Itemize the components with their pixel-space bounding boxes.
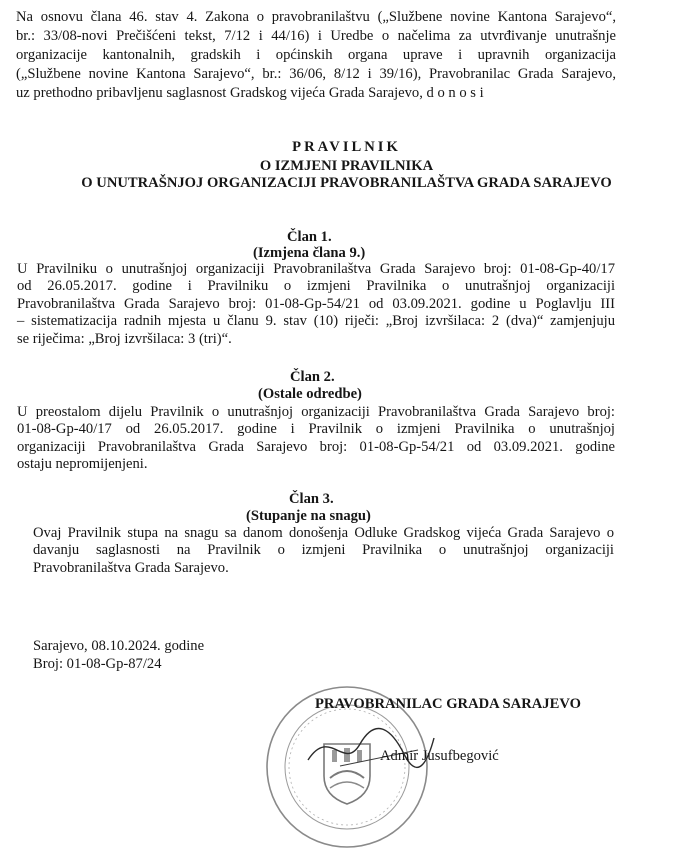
intro-line: br.: 33/08-novi Prečišćeni tekst, 7/12 i 44/16) i Uredbe o načelima za utvrđivanje unutrašnje bbox=[16, 28, 616, 44]
place-date: Sarajevo, 08.10.2024. godine bbox=[33, 638, 205, 654]
article-3-subheading: (Stupanje na snagu) bbox=[246, 508, 371, 524]
article-3-body bbox=[33, 525, 614, 577]
article-3-line: Ovaj Pravilnik stupa na snagu sa danom donošenja Odluke Gradskog vijeća Grada Sarajevo o bbox=[33, 525, 614, 541]
article-2-line: organizaciji Pravobranilaštva Grada Sarajevo broj: 01-08-Gp-54/21 od 03.09.2021. godine bbox=[17, 438, 615, 455]
intro-line: uz prethodno pribavljenu saglasnost Gradskog vijeća Grada Sarajevo, d o n o s i bbox=[16, 85, 484, 101]
article-2-line: 01-08-Gp-40/17 od 26.05.2017. godine i Pravilnik o izmjeni Pravilnika o unutrašnjoj bbox=[17, 421, 615, 438]
document-subtitle: O IZMJENI PRAVILNIKA bbox=[259, 158, 434, 174]
intro-line: Na osnovu člana 46. stav 4. Zakona o pravobranilaštvu („Službene novine Kantona Sarajevo“, bbox=[16, 9, 616, 25]
article-3-line: Pravobranilaštva Grada Sarajevo. bbox=[33, 559, 229, 576]
document-title: PRAVILNIK bbox=[292, 139, 401, 155]
signer-name: Admir Jusufbegović bbox=[380, 748, 499, 764]
article-1-subheading: (Izmjena člana 9.) bbox=[253, 245, 366, 261]
article-1-line: se riječima: „Broj izvršilaca: 3 (tri)“. bbox=[17, 330, 232, 347]
intro-paragraph bbox=[16, 8, 616, 103]
document-number: Broj: 01-08-Gp-87/24 bbox=[33, 656, 162, 672]
article-1-body bbox=[17, 261, 615, 348]
signer-title: PRAVOBRANILAC GRADA SARAJEVO bbox=[315, 696, 581, 712]
article-1-line: – sistematizacija radnih mjesta u članu 9. stav (10) riječi: „Broj izvršilaca: 2 (dva)“ zamjenjuju bbox=[17, 313, 615, 330]
article-1-line: Pravobranilaštva Grada Sarajevo broj: 01-08-Gp-54/21 od 03.09.2021. godine u Poglavlju III bbox=[17, 295, 615, 312]
article-2-line: ostaju nepromijenjeni. bbox=[17, 456, 148, 473]
article-1-line: od 26.05.2017. godine i Pravilniku o izmjeni Pravilnika o unutrašnjoj organizaciji bbox=[17, 278, 615, 295]
article-2-line: U preostalom dijelu Pravilnik o unutrašnjoj organizaciji Pravobranilaštva Grada Sarajevo broj: bbox=[17, 404, 615, 420]
article-3-heading: Član 3. bbox=[289, 491, 334, 507]
intro-line: organizacije kantonalnih, gradskih i općinskih organa uprave i upravnih organizacija bbox=[16, 47, 616, 63]
article-2-subheading: (Ostale odredbe) bbox=[258, 386, 362, 402]
article-2-heading: Član 2. bbox=[290, 369, 335, 385]
article-3-line: davanju saglasnosti na Pravilnik o izmjeni Pravilnika o unutrašnjoj organizaciji bbox=[33, 542, 614, 559]
article-2-body bbox=[17, 404, 615, 474]
article-1-line: U Pravilniku o unutrašnjoj organizaciji Pravobranilaštva Grada Sarajevo broj: 01-08-Gp-40/17 bbox=[17, 261, 615, 277]
intro-line: („Službene novine Kantona Sarajevo“, br.: 36/06, 8/12 i 39/16), Pravobranilac Grada Sarajevo, bbox=[16, 66, 616, 82]
article-1-heading: Član 1. bbox=[287, 229, 332, 245]
document-subtitle-2: O UNUTRAŠNJOJ ORGANIZACIJI PRAVOBRANILAŠTVA GRADA SARAJEVO bbox=[81, 175, 612, 191]
